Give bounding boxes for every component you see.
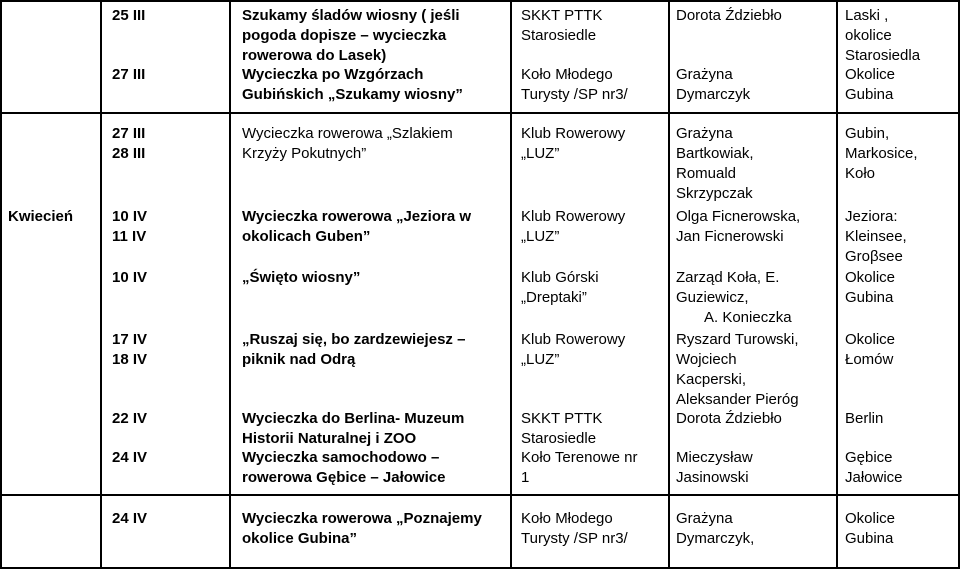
- row-organizer: Klub Górski „Dreptaki”: [521, 269, 599, 306]
- grid-line: [836, 0, 838, 569]
- grid-line: [0, 494, 960, 496]
- grid-line: [0, 0, 2, 569]
- row-date: 24 IV: [112, 449, 148, 466]
- row-leader: Grażyna Dymarczyk,: [676, 510, 755, 547]
- row-title: Wycieczka rowerowa „Poznajemy okolice Gubina”: [242, 510, 482, 547]
- row-organizer: Koło Młodego Turysty /SP nr3/: [521, 66, 628, 103]
- row-leader: Olga Ficnerowska, Jan Ficnerowski: [676, 208, 801, 245]
- row-title: „Ruszaj się, bo zardzewiejesz – piknik nad Odrą: [242, 331, 466, 368]
- row-place: Okolice Łomów: [845, 331, 896, 368]
- row-title: Wycieczka po Wzgórzach Gubińskich „Szukamy wiosny”: [242, 66, 463, 103]
- row-leader: Grażyna Bartkowiak, Romuald Skrzypczak: [676, 125, 754, 202]
- row-leader: Dorota Ździebło: [676, 410, 782, 427]
- grid-line: [668, 0, 670, 569]
- row-date: 17 IV 18 IV: [112, 331, 148, 368]
- row-organizer: Klub Rowerowy „LUZ”: [521, 208, 626, 245]
- row-organizer: SKKT PTTK Starosiedle: [521, 410, 603, 447]
- row-organizer: Klub Rowerowy „LUZ”: [521, 331, 626, 368]
- row-leader: Mieczysław Jasinowski: [676, 449, 753, 486]
- row-date: 10 IV 11 IV: [112, 208, 148, 245]
- row-title: Wycieczka samochodowo – rowerowa Gębice – Jałowice: [242, 449, 446, 486]
- row-place: Gębice Jałowice: [845, 449, 903, 486]
- row-date: 27 III 28 III: [112, 125, 146, 162]
- row-organizer: Koło Młodego Turysty /SP nr3/: [521, 510, 628, 547]
- row-leader: Zarząd Koła, E. Guziewicz, A. Konieczka: [676, 269, 792, 326]
- grid-line: [0, 112, 960, 114]
- row-organizer: Klub Rowerowy „LUZ”: [521, 125, 626, 162]
- row-date: 10 IV: [112, 269, 148, 286]
- row-title: „Święto wiosny”: [242, 269, 361, 286]
- row-date: 24 IV: [112, 510, 148, 527]
- grid-line: [229, 0, 231, 569]
- row-title: Szukamy śladów wiosny ( jeśli pogoda dopisze – wycieczka rowerowa do Lasek): [242, 7, 460, 64]
- row-leader: Grażyna Dymarczyk: [676, 66, 751, 103]
- row-place: Jeziora: Kleinsee, Groβsee: [845, 208, 907, 265]
- row-title: Wycieczka rowerowa „Jeziora w okolicach Guben”: [242, 208, 471, 245]
- row-place: Laski , okolice Starosiedla: [845, 7, 921, 64]
- row-organizer: SKKT PTTK Starosiedle: [521, 7, 603, 44]
- row-leader: Ryszard Turowski, Wojciech Kacperski, Aleksander Pieróg: [676, 331, 799, 408]
- month-label: Kwiecień: [8, 208, 74, 225]
- row-place: Berlin: [845, 410, 884, 427]
- grid-line: [0, 0, 960, 2]
- row-organizer: Koło Terenowe nr 1: [521, 449, 638, 486]
- row-place: Gubin, Markosice, Koło: [845, 125, 918, 182]
- row-date: 22 IV: [112, 410, 148, 427]
- row-place: Okolice Gubina: [845, 510, 896, 547]
- row-place: Okolice Gubina: [845, 269, 896, 306]
- row-leader: Dorota Ździebło: [676, 7, 782, 24]
- row-title: Wycieczka rowerowa „Szlakiem Krzyży Pokutnych”: [242, 125, 453, 162]
- grid-line: [100, 0, 102, 569]
- row-date: 27 III: [112, 66, 146, 83]
- row-place: Okolice Gubina: [845, 66, 896, 103]
- row-date: 25 III: [112, 7, 146, 24]
- grid-line: [510, 0, 512, 569]
- row-title: Wycieczka do Berlina- Muzeum Historii Naturalnej i ZOO: [242, 410, 465, 447]
